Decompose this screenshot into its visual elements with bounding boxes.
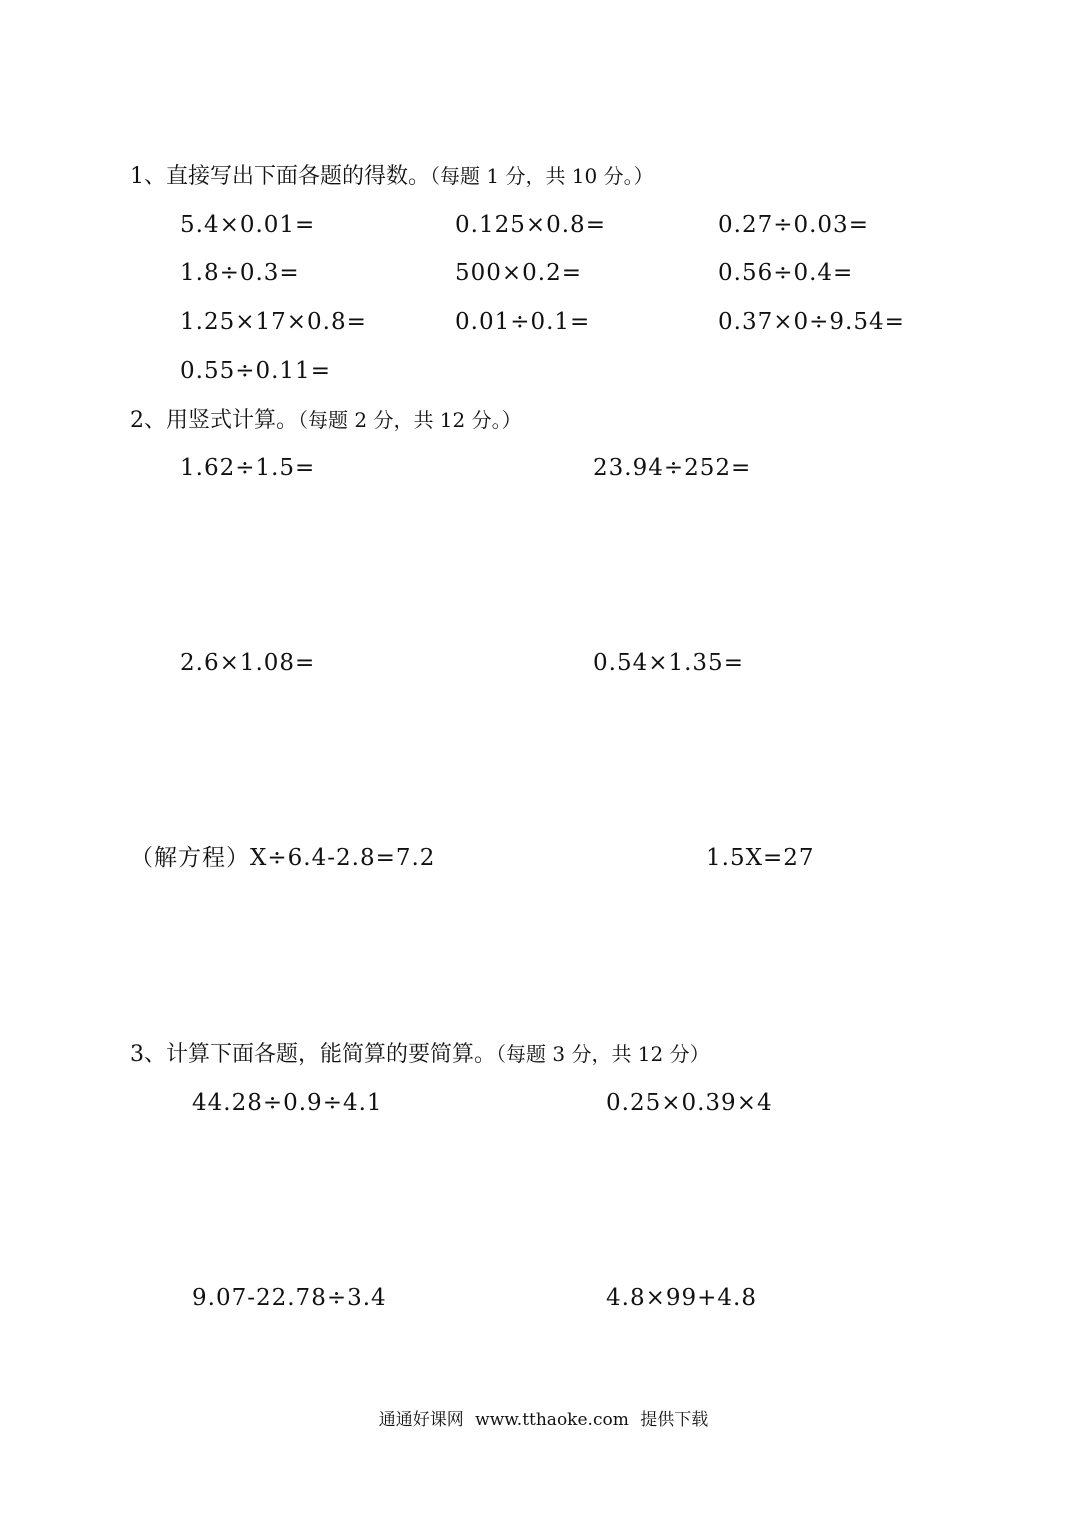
section1-heading <box>130 162 654 191</box>
section1-item: 0.56÷0.4= <box>718 260 854 286</box>
section1-item: 0.125×0.8= <box>455 212 606 238</box>
footer-suffix: 提供下载 <box>640 1410 709 1430</box>
section1-item: 5.4×0.01= <box>180 212 316 238</box>
footer <box>0 1408 1087 1432</box>
footer-url[interactable]: www.tthaoke.com <box>475 1410 629 1430</box>
section1-note: （每题 1 分，共 10 分。） <box>430 164 654 188</box>
equation-item: 1.5X=27 <box>706 845 815 871</box>
section2-note: （每题 2 分，共 12 分。） <box>298 408 522 432</box>
section3-note: （每题 3 分，共 12 分） <box>496 1042 710 1066</box>
section2-heading <box>130 406 522 435</box>
section3-item: 9.07-22.78÷3.4 <box>192 1285 387 1311</box>
section1-item: 0.01÷0.1= <box>455 309 591 335</box>
section1-item: 0.27÷0.03= <box>718 212 869 238</box>
section1-item: 1.8÷0.3= <box>180 260 300 286</box>
section3-title: 3、计算下面各题，能简算的要简算。 <box>130 1042 496 1067</box>
section3-item: 44.28÷0.9÷4.1 <box>192 1090 383 1116</box>
footer-site-name: 通通好课网 <box>378 1410 464 1430</box>
section1-item: 1.25×17×0.8= <box>180 309 367 335</box>
section1-item: 500×0.2= <box>455 260 583 286</box>
equation-item: （解方程）X÷6.4-2.8=7.2 <box>130 845 436 871</box>
section3-heading <box>130 1040 710 1069</box>
section2-item: 2.6×1.08= <box>180 650 316 676</box>
section1-title: 1、直接写出下面各题的得数。 <box>130 164 430 189</box>
section2-item: 23.94÷252= <box>593 455 752 481</box>
section1-item: 0.55÷0.11= <box>180 358 331 384</box>
section2-item: 1.62÷1.5= <box>180 455 316 481</box>
section2-item: 0.54×1.35= <box>593 650 744 676</box>
section1-item: 0.37×0÷9.54= <box>718 309 905 335</box>
section3-item: 4.8×99+4.8 <box>606 1285 757 1311</box>
section2-title: 2、用竖式计算。 <box>130 408 298 433</box>
section3-item: 0.25×0.39×4 <box>606 1090 773 1116</box>
